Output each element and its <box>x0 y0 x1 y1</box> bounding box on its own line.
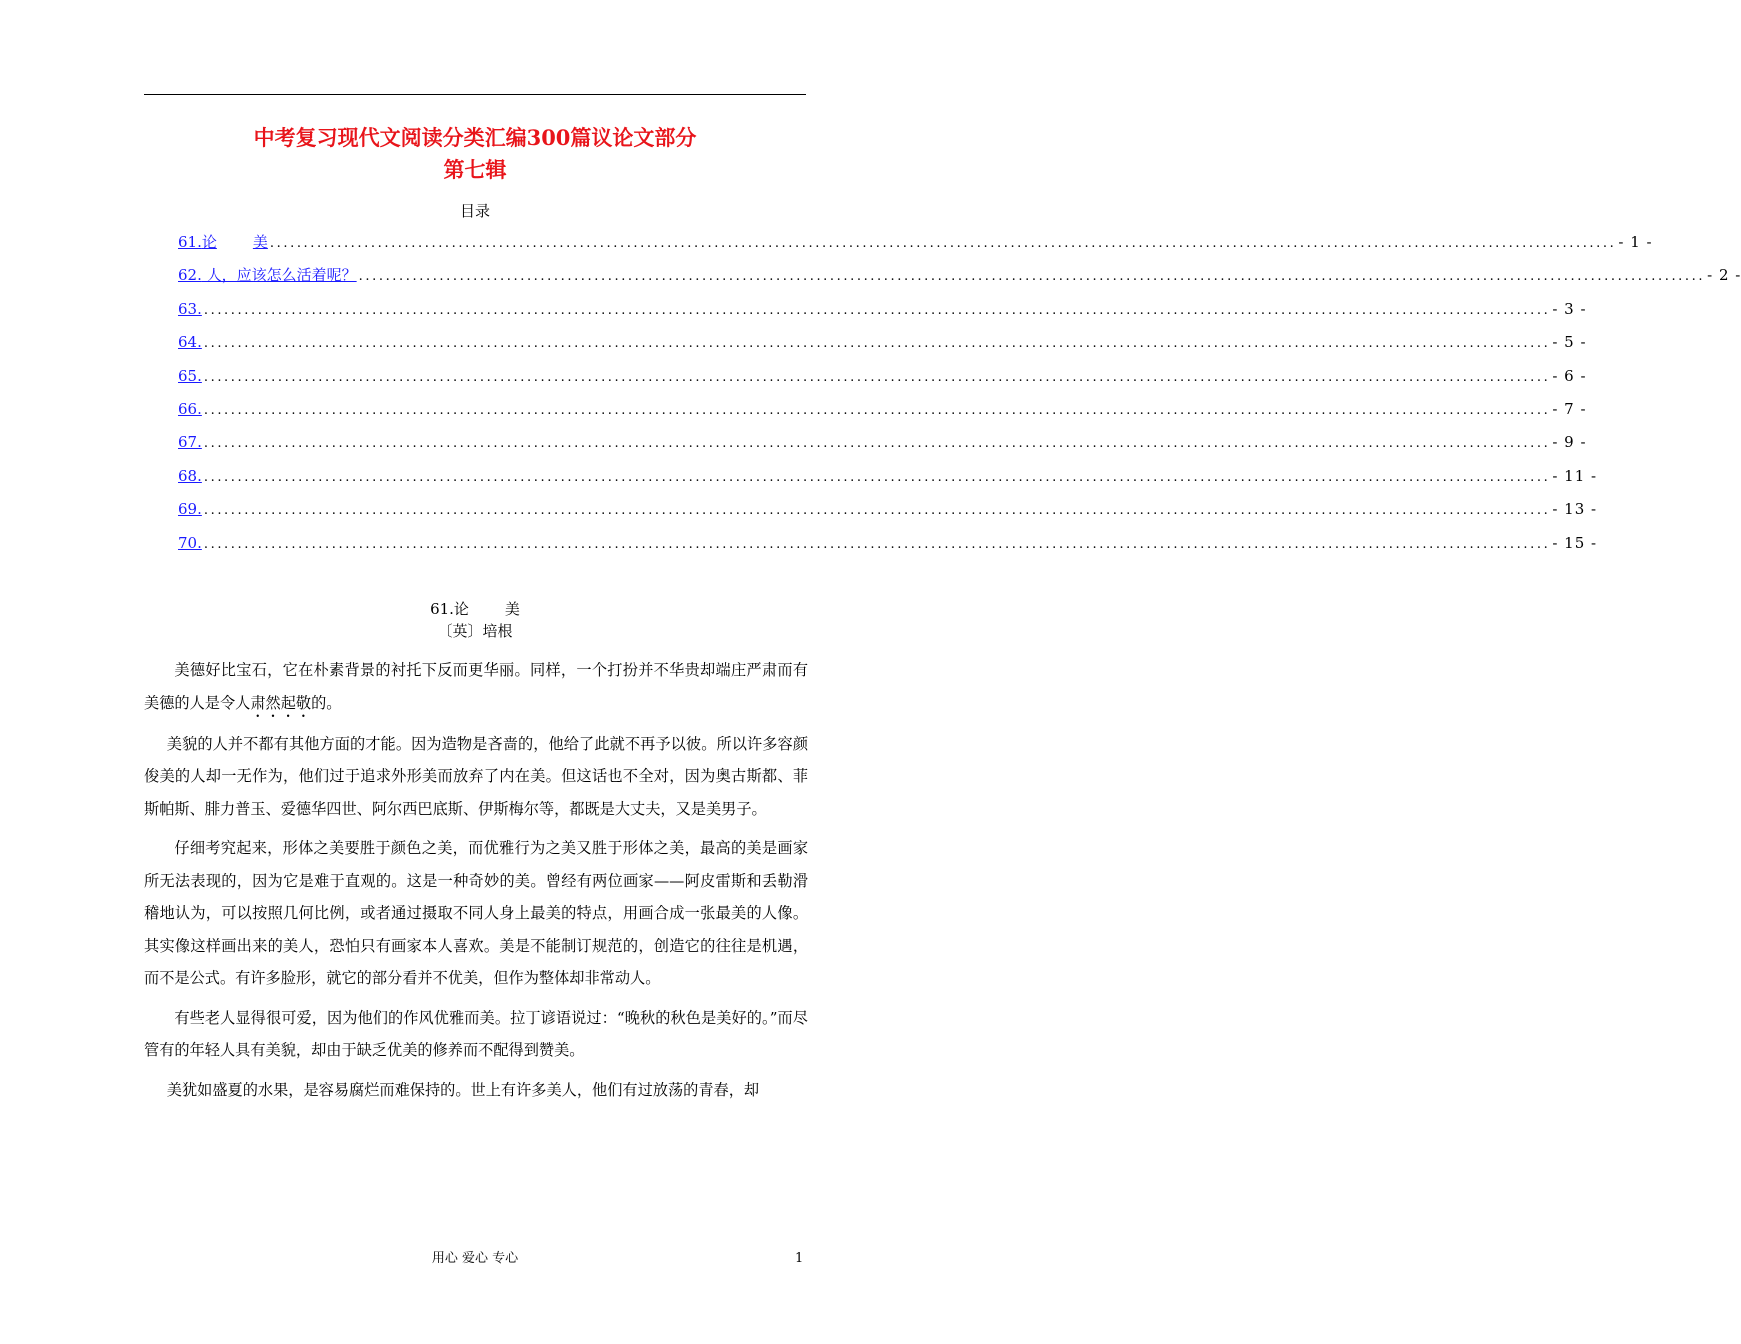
header-rule <box>144 94 806 95</box>
toc-page-number: - 5 - <box>1552 333 1587 352</box>
toc-leader: ........................................................................................................................................................................................................ <box>203 369 1551 385</box>
toc-leader: ........................................................................................................................................................................................................ <box>203 402 1551 418</box>
toc-entry[interactable] <box>178 366 1587 399</box>
article-body <box>144 654 808 1113</box>
paragraph: 美犹如盛夏的水果，是容易腐烂而难保持的。世上有许多美人，他们有过放荡的青春，却 <box>166 1080 760 1099</box>
toc-link[interactable]: 65. <box>178 366 202 385</box>
paragraph: 仔细考究起来，形体之美要胜于颜色之美，而优雅行为之美又胜于形体之美，最高的美是画家所无法表现的，因为它是难于直观的。这是一种奇妙的美。曾经有两位画家——阿皮雷斯和丢勒滑稽地认为，可以按照几何比例，或者通过摄取不同人身上最美的特点，用画合成一张最美的人像。其实像这样画出来的美人，恐怕只有画家本人喜欢。美是不能制订规范的，创造它的往往是机遇，而不是公式。有许多脸形，就它的部分看并不优美，但作为整体却非常动人。 <box>144 839 808 987</box>
toc-entry[interactable] <box>178 466 1598 499</box>
paragraph: 美貌的人并不都有其他方面的才能。因为造物是吝啬的，他给了此就不再予以彼。所以许多容颜俊美的人却一无作为，他们过于追求外形美而放弃了内在美。但这话也不全对，因为奥古斯都、菲斯帕斯、腓力普玉、爱德华四世、阿尔西巴底斯、伊斯梅尔等，都既是大丈夫，又是美男子。 <box>144 734 808 818</box>
article-header <box>0 598 950 642</box>
toc-link[interactable]: 69. <box>178 500 202 519</box>
toc-page-number: - 6 - <box>1552 366 1587 385</box>
toc-entry[interactable] <box>178 299 1587 332</box>
article-title: 61.论 美 <box>430 600 520 618</box>
toc-leader: ........................................................................................................................................................................................................ <box>358 269 1706 285</box>
toc-heading: 目录 <box>459 202 490 220</box>
toc-entry[interactable] <box>178 432 1587 465</box>
toc-leader: ........................................................................................................................................................................................................ <box>203 469 1551 485</box>
toc-leader: ........................................................................................................................................................................................................ <box>203 536 1551 552</box>
toc-entry[interactable] <box>178 232 1653 265</box>
toc-entry[interactable] <box>178 399 1587 432</box>
toc-link[interactable]: 62. 人，应该怎么活着呢？ <box>178 266 357 285</box>
title-line-2: 第七辑 <box>443 157 507 182</box>
title-line-1: 中考复习现代文阅读分类汇编300篇议论文部分 <box>253 125 697 150</box>
toc-link[interactable]: 61.论 美 <box>178 233 268 251</box>
toc-link[interactable]: 67. <box>178 433 202 452</box>
paragraph: 有些老人显得很可爱，因为他们的作风优雅而美。拉丁谚语说过：“晚秋的秋色是美好的。”而尽管有的年轻人具有美貌，却由于缺乏优美的修养而不配得到赞美。 <box>144 1008 808 1059</box>
emphasized-text: 肃然起敬 <box>250 693 312 712</box>
toc-page-number: - 1 - <box>1618 233 1653 251</box>
document-title <box>0 122 950 186</box>
toc-page-number: - 2 - <box>1707 266 1741 285</box>
toc-page-number: - 7 - <box>1552 399 1587 418</box>
toc-entry[interactable] <box>178 332 1587 365</box>
toc-leader: ........................................................................................................................................................................................................ <box>203 503 1551 519</box>
footer-motto: 用心 爱心 专心 <box>431 1251 519 1266</box>
paragraph: 美德好比宝石，它在朴素背景的衬托下反而更华丽。同样，一个打扮并不华贵却端庄严肃而有美德的人是令人肃然起敬的。 <box>144 661 808 712</box>
toc-page-number: - 15 - <box>1552 533 1598 552</box>
toc-entry[interactable] <box>178 499 1598 532</box>
toc-link[interactable]: 64. <box>178 333 202 352</box>
toc-entry[interactable] <box>178 533 1598 566</box>
toc-link[interactable]: 66. <box>178 399 202 418</box>
toc-page-number: - 3 - <box>1552 299 1587 318</box>
toc-leader: ........................................................................................................................................................................................................ <box>203 302 1551 318</box>
article-author: 〔英〕培根 <box>437 622 513 640</box>
table-of-contents <box>178 232 1741 566</box>
toc-leader: ........................................................................................................................................................................................................ <box>203 436 1551 452</box>
page-number: 1 <box>795 1251 804 1266</box>
toc-page-number: - 13 - <box>1552 500 1598 519</box>
toc-link[interactable]: 68. <box>178 466 202 485</box>
toc-link[interactable]: 63. <box>178 299 202 318</box>
toc-link[interactable]: 70. <box>178 533 202 552</box>
toc-entry[interactable] <box>178 265 1741 298</box>
toc-page-number: - 9 - <box>1552 433 1587 452</box>
toc-leader: ........................................................................................................................................................................................................ <box>269 236 1617 251</box>
toc-page-number: - 11 - <box>1552 466 1598 485</box>
toc-leader: ........................................................................................................................................................................................................ <box>203 336 1551 352</box>
